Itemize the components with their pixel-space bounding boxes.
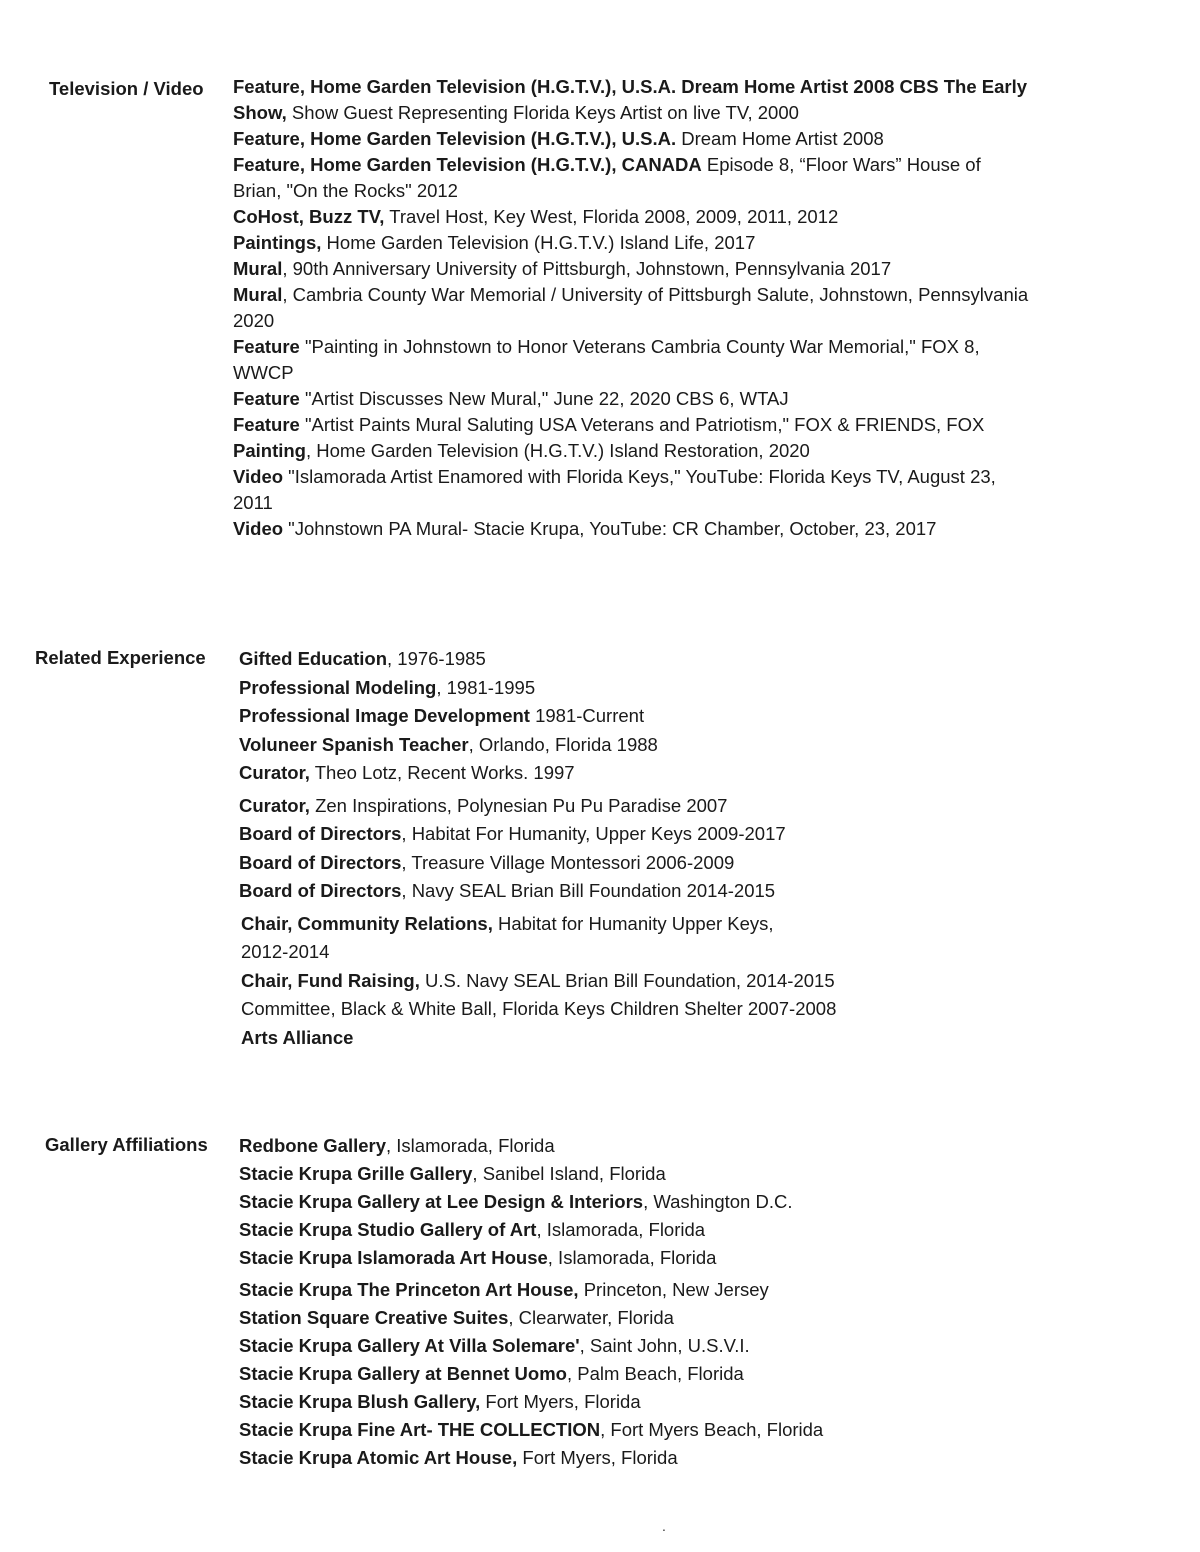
entry-title: Stacie Krupa The Princeton Art House, xyxy=(239,1279,579,1300)
list-item xyxy=(239,1388,1039,1416)
list-item xyxy=(239,1444,1039,1472)
list-item xyxy=(239,1360,1039,1388)
entry-detail: Committee, Black & White Ball, Florida Keys Children Shelter 2007-2008 xyxy=(241,998,837,1019)
entry-title: Gifted Education xyxy=(239,648,387,669)
list-item xyxy=(239,702,1039,731)
list-item xyxy=(233,204,1033,230)
entry-title: Mural xyxy=(233,258,283,279)
entry-detail: "Johnstown PA Mural- Stacie Krupa, YouTube: CR Chamber, October, 23, 2017 xyxy=(283,518,937,539)
entry-detail: , Islamorada, Florida xyxy=(386,1135,555,1156)
list-item xyxy=(239,1332,1039,1360)
entry-detail: Zen Inspirations, Polynesian Pu Pu Paradise 2007 xyxy=(309,794,728,816)
list-item xyxy=(239,792,1039,821)
entry-detail: "Painting in Johnstown to Honor Veterans Cambria County War Memorial," FOX 8, WWCP xyxy=(233,336,980,383)
list-item xyxy=(239,645,1039,674)
list-item xyxy=(239,674,1039,703)
entry-title: CoHost, Buzz TV, xyxy=(233,206,385,227)
list-item xyxy=(233,126,1033,152)
entry-detail: , Washington D.C. xyxy=(643,1191,793,1212)
list-item xyxy=(239,1416,1039,1444)
list-item xyxy=(233,152,1033,204)
entry-title: Chair, Fund Raising, xyxy=(241,969,420,991)
entry-title: Curator, xyxy=(239,794,310,816)
list-item xyxy=(233,412,1033,438)
entry-title: Board of Directors xyxy=(239,851,402,873)
entry-title: Stacie Krupa Blush Gallery, xyxy=(239,1391,481,1412)
entry-title: Professional Image Development xyxy=(239,705,530,726)
entry-title: Voluneer Spanish Teacher xyxy=(239,733,469,755)
list-item xyxy=(233,256,1033,282)
entry-title: Video xyxy=(233,466,284,487)
entry-title: Professional Modeling xyxy=(239,676,437,698)
list-item xyxy=(233,464,1033,516)
list-item xyxy=(233,282,1033,334)
entry-detail: Theo Lotz, Recent Works. 1997 xyxy=(309,762,575,783)
list-item xyxy=(239,1024,1039,1053)
entry-title: Stacie Krupa Gallery at Bennet Uomo xyxy=(239,1363,567,1384)
entry-detail: 1981-Current xyxy=(529,705,645,726)
entry-title: Feature, Home Garden Television (H.G.T.V.), U.S.A. xyxy=(233,128,677,149)
list-item xyxy=(239,820,1039,849)
entry-title: Mural xyxy=(233,284,283,305)
entry-detail: "Artist Paints Mural Saluting USA Veterans and Patriotism," FOX & FRIENDS, FOX xyxy=(299,414,985,435)
list-item xyxy=(239,1244,1039,1272)
list-item xyxy=(239,1216,1039,1244)
entry-detail: , 90th Anniversary University of Pittsburgh, Johnstown, Pennsylvania 2017 xyxy=(282,258,892,279)
entry-detail: , 1981-1995 xyxy=(436,676,536,698)
list-item xyxy=(239,759,1039,788)
list-item xyxy=(233,386,1033,412)
entry-title: Stacie Krupa Gallery at Lee Design & Interiors xyxy=(239,1191,644,1212)
list-item xyxy=(239,731,1039,760)
entry-title: Feature xyxy=(233,388,300,409)
list-item xyxy=(233,74,1033,126)
entry-detail: , Clearwater, Florida xyxy=(508,1307,674,1328)
entry-detail: Habitat for Humanity Upper Keys, 2012-2014 xyxy=(241,912,774,962)
list-item xyxy=(239,1160,1039,1188)
list-item xyxy=(239,1276,1039,1304)
entry-title: Painting xyxy=(233,440,306,461)
entry-detail: Princeton, New Jersey xyxy=(578,1279,769,1300)
entry-list xyxy=(239,1132,1039,1472)
list-item xyxy=(233,230,1033,256)
entry-list xyxy=(233,74,1033,542)
list-item xyxy=(239,1132,1039,1160)
list-item xyxy=(233,334,1033,386)
entry-detail: Fort Myers, Florida xyxy=(480,1391,641,1412)
entry-title: Board of Directors xyxy=(239,880,402,901)
list-item xyxy=(233,516,1033,542)
entry-detail: , Navy SEAL Brian Bill Foundation 2014-2015 xyxy=(401,880,776,901)
list-item xyxy=(233,438,1033,464)
entry-detail: , Sanibel Island, Florida xyxy=(472,1163,666,1184)
entry-detail: "Islamorada Artist Enamored with Florida Keys," YouTube: Florida Keys TV, August 23, 2011 xyxy=(233,466,996,513)
entry-detail: Home Garden Television (H.G.T.V.) Island Life, 2017 xyxy=(321,232,756,253)
entry-title: Stacie Krupa Gallery At Villa Solemare' xyxy=(239,1335,580,1356)
list-item xyxy=(239,877,1039,906)
entry-list xyxy=(239,645,1039,1052)
entry-detail: Episode 8, “Floor Wars” House of Brian, "On the Rocks" 2012 xyxy=(233,154,981,201)
entry-detail: "Artist Discusses New Mural," June 22, 2020 CBS 6, WTAJ xyxy=(299,388,789,409)
entry-title: Feature, Home Garden Television (H.G.T.V.), CANADA xyxy=(233,154,702,175)
entry-title: Stacie Krupa Studio Gallery of Art xyxy=(239,1219,537,1240)
entry-detail: Dream Home Artist 2008 xyxy=(676,128,884,149)
entry-detail: , Palm Beach, Florida xyxy=(566,1363,744,1384)
entry-detail: , Saint John, U.S.V.I. xyxy=(579,1335,750,1356)
entry-title: Feature xyxy=(233,336,300,357)
entry-title: Chair, Community Relations, xyxy=(241,912,493,934)
entry-title: Stacie Krupa Fine Art- THE COLLECTION xyxy=(239,1419,601,1440)
list-item xyxy=(239,967,1039,996)
page-footer-mark: . xyxy=(662,1518,666,1534)
entry-detail: , Fort Myers Beach, Florida xyxy=(600,1419,824,1440)
entry-title: Stacie Krupa Atomic Art House, xyxy=(239,1447,518,1468)
entry-detail: , Home Garden Television (H.G.T.V.) Island Restoration, 2020 xyxy=(305,440,810,461)
section-heading: Gallery Affiliations xyxy=(45,1134,208,1155)
entry-detail: , Treasure Village Montessori 2006-2009 xyxy=(401,851,735,873)
entry-detail: , Orlando, Florida 1988 xyxy=(468,733,658,755)
list-item xyxy=(239,995,1039,1024)
entry-title: Feature xyxy=(233,414,300,435)
entry-title: Board of Directors xyxy=(239,823,402,844)
entry-title: Redbone Gallery xyxy=(239,1135,387,1156)
list-item xyxy=(239,1304,1039,1332)
list-item xyxy=(239,1188,1039,1216)
entry-detail: , Islamorada, Florida xyxy=(536,1219,706,1240)
list-item xyxy=(239,910,821,967)
entry-detail: , 1976-1985 xyxy=(387,648,486,669)
entry-title: Video xyxy=(233,518,284,539)
entry-title: Paintings, xyxy=(233,232,322,253)
entry-title: Curator, xyxy=(239,762,310,783)
entry-detail: , Islamorada, Florida xyxy=(547,1247,717,1268)
entry-title: Stacie Krupa Islamorada Art House xyxy=(239,1247,548,1268)
entry-title: Stacie Krupa Grille Gallery xyxy=(239,1163,473,1184)
entry-detail: Show Guest Representing Florida Keys Artist on live TV, 2000 xyxy=(286,102,799,123)
list-item xyxy=(239,849,1039,878)
entry-title: Arts Alliance xyxy=(241,1026,354,1048)
section-heading: Television / Video xyxy=(49,78,204,99)
entry-detail: Travel Host, Key West, Florida 2008, 2009, 2011, 2012 xyxy=(384,206,839,227)
entry-detail: Fort Myers, Florida xyxy=(517,1447,678,1468)
entry-detail: , Habitat For Humanity, Upper Keys 2009-2017 xyxy=(401,823,786,844)
entry-title: Station Square Creative Suites xyxy=(239,1307,509,1328)
entry-detail: , Cambria County War Memorial / University of Pittsburgh Salute, Johnstown, Pennsylvania 2020 xyxy=(233,284,1029,331)
entry-title: Feature, Home Garden Television (H.G.T.V.), U.S.A. Dream Home Artist 2008 CBS The Early Show, xyxy=(233,76,1028,123)
entry-detail: U.S. Navy SEAL Brian Bill Foundation, 2014-2015 xyxy=(419,969,835,991)
section-heading: Related Experience xyxy=(35,647,206,668)
